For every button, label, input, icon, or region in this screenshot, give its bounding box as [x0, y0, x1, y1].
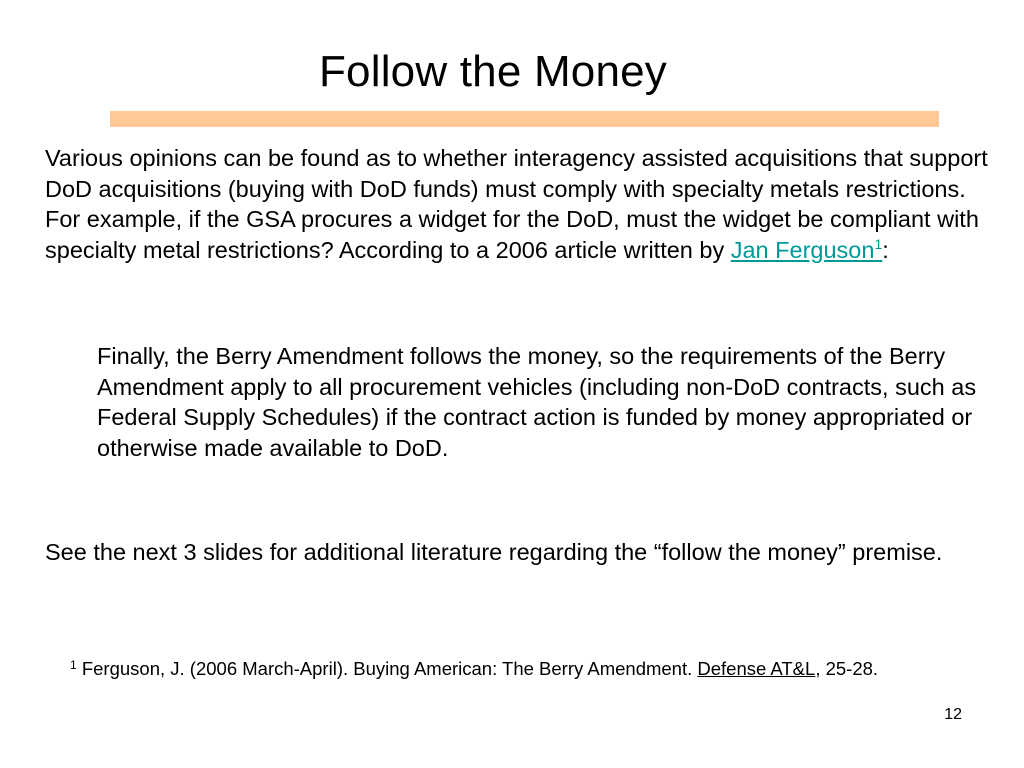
page-number: 12	[944, 706, 962, 723]
link-footnote-marker: 1	[874, 235, 883, 252]
footnote-text: Ferguson, J. (2006 March-April). Buying American: The Berry Amendment.	[76, 658, 698, 679]
next-slides-paragraph: See the next 3 slides for additional literature regarding the “follow the money” premise.	[45, 539, 943, 565]
footnote-source: Defense AT&L	[697, 658, 816, 679]
footnote-pages: , 25-28.	[815, 658, 879, 679]
footnote-marker: 1	[70, 658, 77, 672]
intro-colon: :	[882, 236, 889, 263]
slide-title: Follow the Money	[318, 47, 668, 96]
footnote	[70, 656, 950, 682]
jan-ferguson-link[interactable]	[731, 237, 883, 263]
title-accent-bar	[110, 111, 939, 127]
intro-text: Various opinions can be found as to whether interagency assisted acquisitions that support DoD acquisitions (buying with DoD funds) must comply with specialty metals restrictions. For example, if the GSA procures a widget for the DoD, must the widget be compliant with specialty metal restrictions? According to a 2006 article written by	[45, 145, 988, 263]
link-text: Jan Ferguson	[730, 236, 875, 263]
intro-paragraph	[45, 143, 1005, 265]
quote-paragraph: Finally, the Berry Amendment follows the money, so the requirements of the Berry Amendment apply to all procurement vehicles (including non-DoD contracts, such as Federal Supply Schedules) if the contract action is funded by money appropriated or otherwise made available to DoD.	[97, 343, 977, 461]
